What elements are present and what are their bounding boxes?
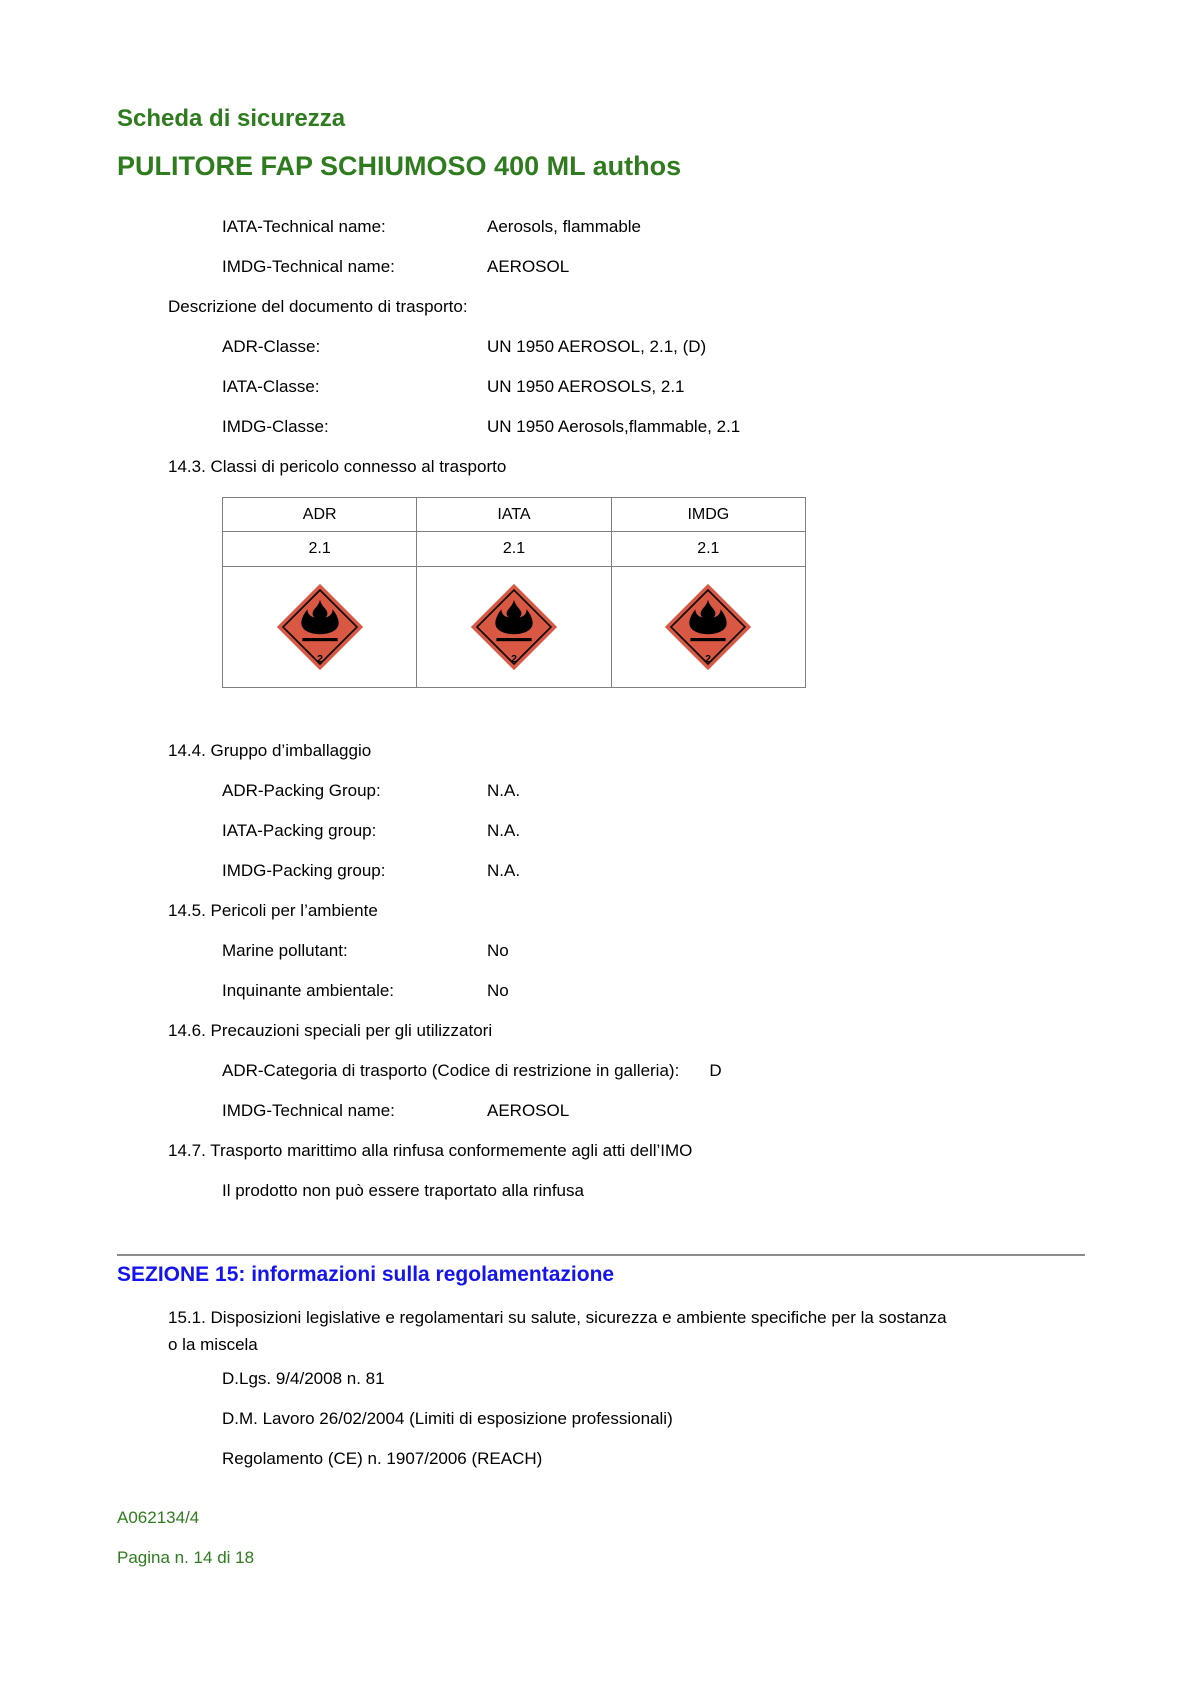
kv-row-adr-categoria-trasporto [222,1061,1085,1081]
regulation-text: D.M. Lavoro 26/02/2004 (Limiti di esposizione professionali) [222,1409,673,1428]
kv-label: IMDG-Classe: [222,417,329,436]
pictogram-row [223,567,806,688]
heading-15-1: 15.1. Disposizioni legislative e regolamentari su salute, sicurezza e ambiente specifiche per la sostanza o la miscela [168,1308,947,1354]
kv-value: N.A. [487,861,521,880]
kv-row-imdg-packing-group [222,861,1085,881]
product-name: PULITORE FAP SCHIUMOSO 400 ML authos [117,151,682,181]
regulation-text: D.Lgs. 9/4/2008 n. 81 [222,1369,385,1388]
kv-value: AEROSOL [487,257,570,276]
pictogram-number: 2 [705,653,712,666]
kv-label: Inquinante ambientale: [222,981,395,1000]
kv-row-inquinante-ambientale [222,981,1085,1001]
pictogram-number: 2 [316,653,323,666]
pictogram-cell-iata [417,567,611,688]
kv-label: ADR-Packing Group: [222,781,381,800]
kv-label: ADR-Categoria di trasporto (Codice di restrizione in galleria): [222,1061,680,1080]
heading-14-3: 14.3. Classi di pericolo connesso al trasporto [168,457,507,476]
heading-section-15: SEZIONE 15: informazioni sulla regolamentazione [117,1263,615,1286]
kv-value: UN 1950 AEROSOL, 2.1, (D) [487,337,707,356]
text-14-7 [222,1181,1085,1201]
heading-14-5: 14.5. Pericoli per l’ambiente [168,901,378,920]
flammable-gas-diamond-icon [276,583,364,671]
heading-14-4: 14.4. Gruppo d’imballaggio [168,741,372,760]
table-header-row [223,498,806,532]
kv-value: N.A. [487,821,521,840]
kv-value: AEROSOL [487,1101,570,1120]
regulation-text: Regolamento (CE) n. 1907/2006 (REACH) [222,1449,543,1468]
kv-row-imdg-technical-name [222,257,1085,277]
kv-value: Aerosols, flammable [487,217,642,236]
flammable-gas-diamond-icon [470,583,558,671]
kv-value: No [487,941,509,960]
heading-14-6: 14.6. Precauzioni speciali per gli utilizzatori [168,1021,493,1040]
pictogram-number: 2 [511,653,517,666]
kv-row-iata-technical-name [222,217,1085,237]
bulk-transport-text: Il prodotto non può essere traportato alla rinfusa [222,1181,584,1200]
class-value-imdg: 2.1 [611,532,805,567]
class-value-iata: 2.1 [417,532,611,567]
kv-value: UN 1950 AEROSOLS, 2.1 [487,377,685,396]
kv-row-imdg-classe [222,417,1085,437]
kv-row-imdg-technical-name-2 [222,1101,1085,1121]
kv-value: UN 1950 Aerosols,flammable, 2.1 [487,417,741,436]
kv-label: IATA-Packing group: [222,821,377,840]
kv-row-adr-classe [222,337,1085,357]
footer-page-number: Pagina n. 14 di 18 [117,1548,255,1567]
column-header-iata: IATA [417,498,611,532]
page-footer [117,1508,1085,1568]
kv-value: N.A. [487,781,521,800]
kv-label: IMDG-Packing group: [222,861,386,880]
flammable-gas-diamond-icon [664,583,752,671]
kv-row-iata-classe [222,377,1085,397]
hazard-class-table [222,497,806,688]
kv-row-adr-packing-group [222,781,1085,801]
regulation-item [222,1369,1085,1389]
kv-label: Marine pollutant: [222,941,348,960]
flame-bar [302,638,337,641]
regulation-item [222,1409,1085,1429]
kv-value: No [487,981,509,1000]
column-header-adr: ADR [223,498,417,532]
kv-label: IATA-Classe: [222,377,320,396]
kv-row-iata-packing-group [222,821,1085,841]
flame-bar [496,638,531,641]
kv-row-marine-pollutant [222,941,1085,961]
flame-bar [691,638,726,641]
kv-label: IMDG-Technical name: [222,1101,395,1120]
section-divider [117,1254,1085,1256]
regulation-item [222,1449,1085,1469]
transport-doc-heading: Descrizione del documento di trasporto: [168,297,468,316]
kv-label: IATA-Technical name: [222,217,386,236]
pictogram-cell-adr [223,567,417,688]
footer-code: A062134/4 [117,1508,200,1527]
kv-value: D [709,1061,722,1080]
class-value-adr: 2.1 [223,532,417,567]
heading-14-7: 14.7. Trasporto marittimo alla rinfusa conformemente agli atti dell’IMO [168,1141,693,1160]
kv-label: ADR-Classe: [222,337,321,356]
column-header-imdg: IMDG [611,498,805,532]
page-title: Scheda di sicurezza [117,105,346,132]
kv-label: IMDG-Technical name: [222,257,395,276]
pictogram-cell-imdg [611,567,805,688]
class-value-row [223,532,806,567]
